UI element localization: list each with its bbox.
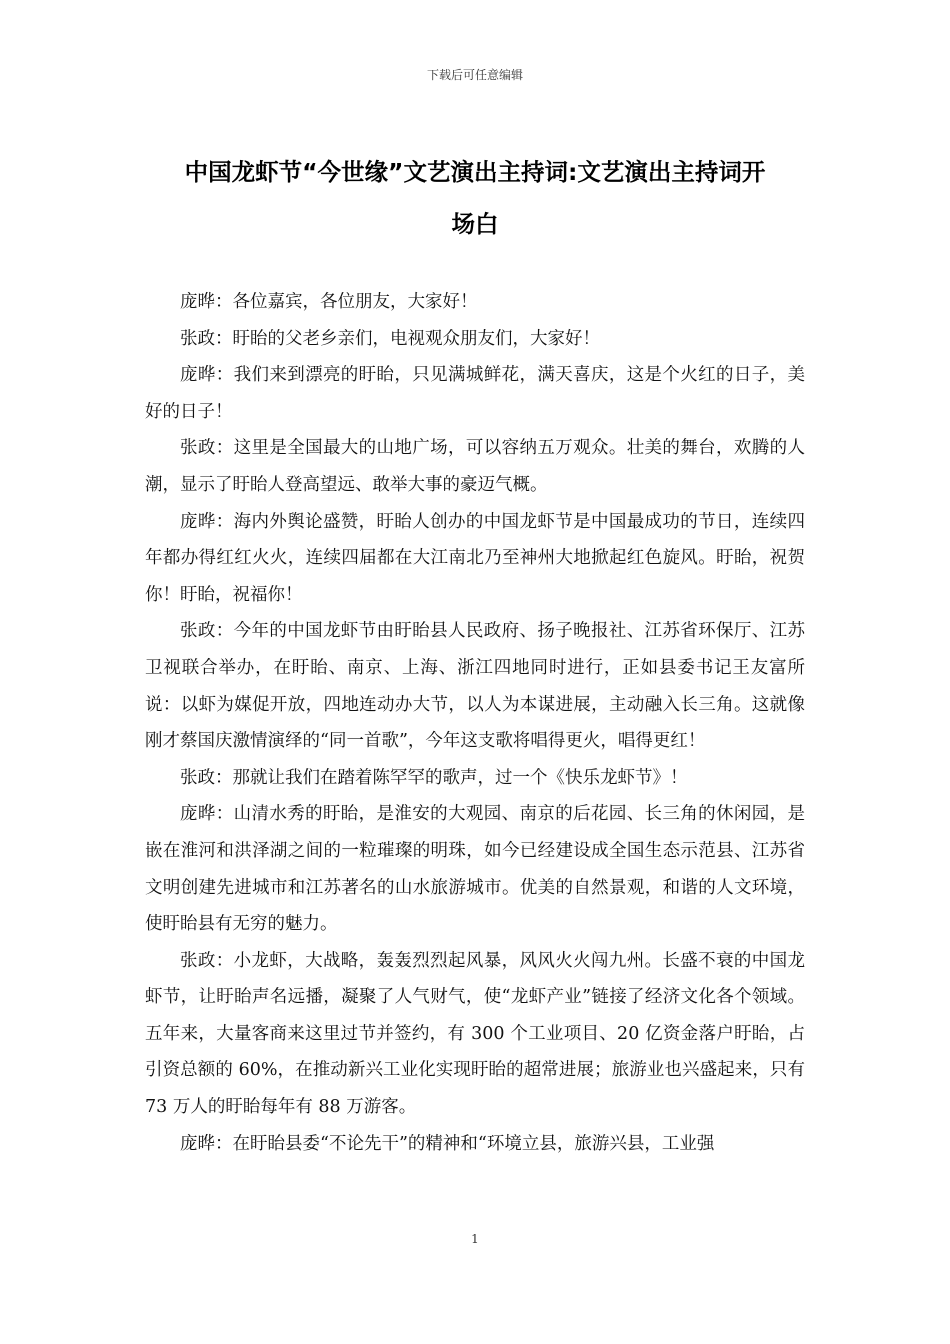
page-header-note: 下载后可任意编辑	[426, 68, 523, 82]
document-title-line-1: 中国龙虾节“今世缘”文艺演出主持词:文艺演出主持词开	[184, 158, 766, 186]
document-body	[145, 284, 805, 1162]
paragraph: 张政：小龙虾，大战略，轰轰烈烈起风暴，风风火火闯九州。长盛不衰的中国龙虾节，让盱眙声名远播，凝聚了人气财气，使“龙虾产业”链接了经济文化各个领域。五年来，大量客商来这里过节并签约，有 300 个工业项目、20 亿资金落户盱眙，占引资总额的 60%，在推动新兴工业化实现盱眙的超常进展；旅游业也兴盛起来，只有 73 万人的盱眙每年有 88 万游客。	[145, 950, 805, 1118]
paragraph: 张政：那就让我们在踏着陈罕罕的歌声，过一个《快乐龙虾节》！	[180, 767, 688, 788]
paragraph: 张政：这里是全国最大的山地广场，可以容纳五万观众。壮美的舞台，欢腾的人潮，显示了盱眙人登高望远、敢举大事的豪迈气概。	[145, 438, 805, 495]
paragraph: 张政：今年的中国龙虾节由盱眙县人民政府、扬子晚报社、江苏省环保厅、江苏卫视联合举办，在盱眙、南京、上海、浙江四地同时进行，正如县委书记王友富所说：以虾为媒促开放，四地连动办大节，以人为本谋进展，主动融入长三角。这就像刚才蔡国庆激情演绎的“同一首歌”，今年这支歌将唱得更火，唱得更红！	[145, 621, 805, 752]
paragraph: 庞晔：海内外舆论盛赞，盱眙人创办的中国龙虾节是中国最成功的节日，连续四年都办得红红火火，连续四届都在大江南北乃至神州大地掀起红色旋风。盱眙，祝贺你！盱眙，祝福你！	[145, 511, 805, 605]
paragraph: 张政：盱眙的父老乡亲们，电视观众朋友们，大家好！	[180, 328, 600, 349]
page-number: 1	[471, 1232, 479, 1246]
paragraph: 庞晔：在盱眙县委“不论先干”的精神和“环境立县，旅游兴县，工业强	[180, 1133, 715, 1154]
paragraph: 庞晔：我们来到漂亮的盱眙，只见满城鲜花，满天喜庆，这是个火红的日子，美好的日子！	[145, 365, 805, 422]
paragraph: 庞晔：各位嘉宾，各位朋友，大家好！	[180, 292, 478, 312]
document-title-line-2: 场白	[451, 210, 499, 238]
paragraph: 庞晔：山清水秀的盱眙，是淮安的大观园、南京的后花园、长三角的休闲园，是嵌在淮河和洪泽湖之间的一粒璀璨的明珠，如今已经建设成全国生态示范县、江苏省文明创建先进城市和江苏著名的山水旅游城市。优美的自然景观，和谐的人文环境，使盱眙县有无穷的魅力。	[145, 804, 805, 935]
document-title	[145, 146, 805, 250]
